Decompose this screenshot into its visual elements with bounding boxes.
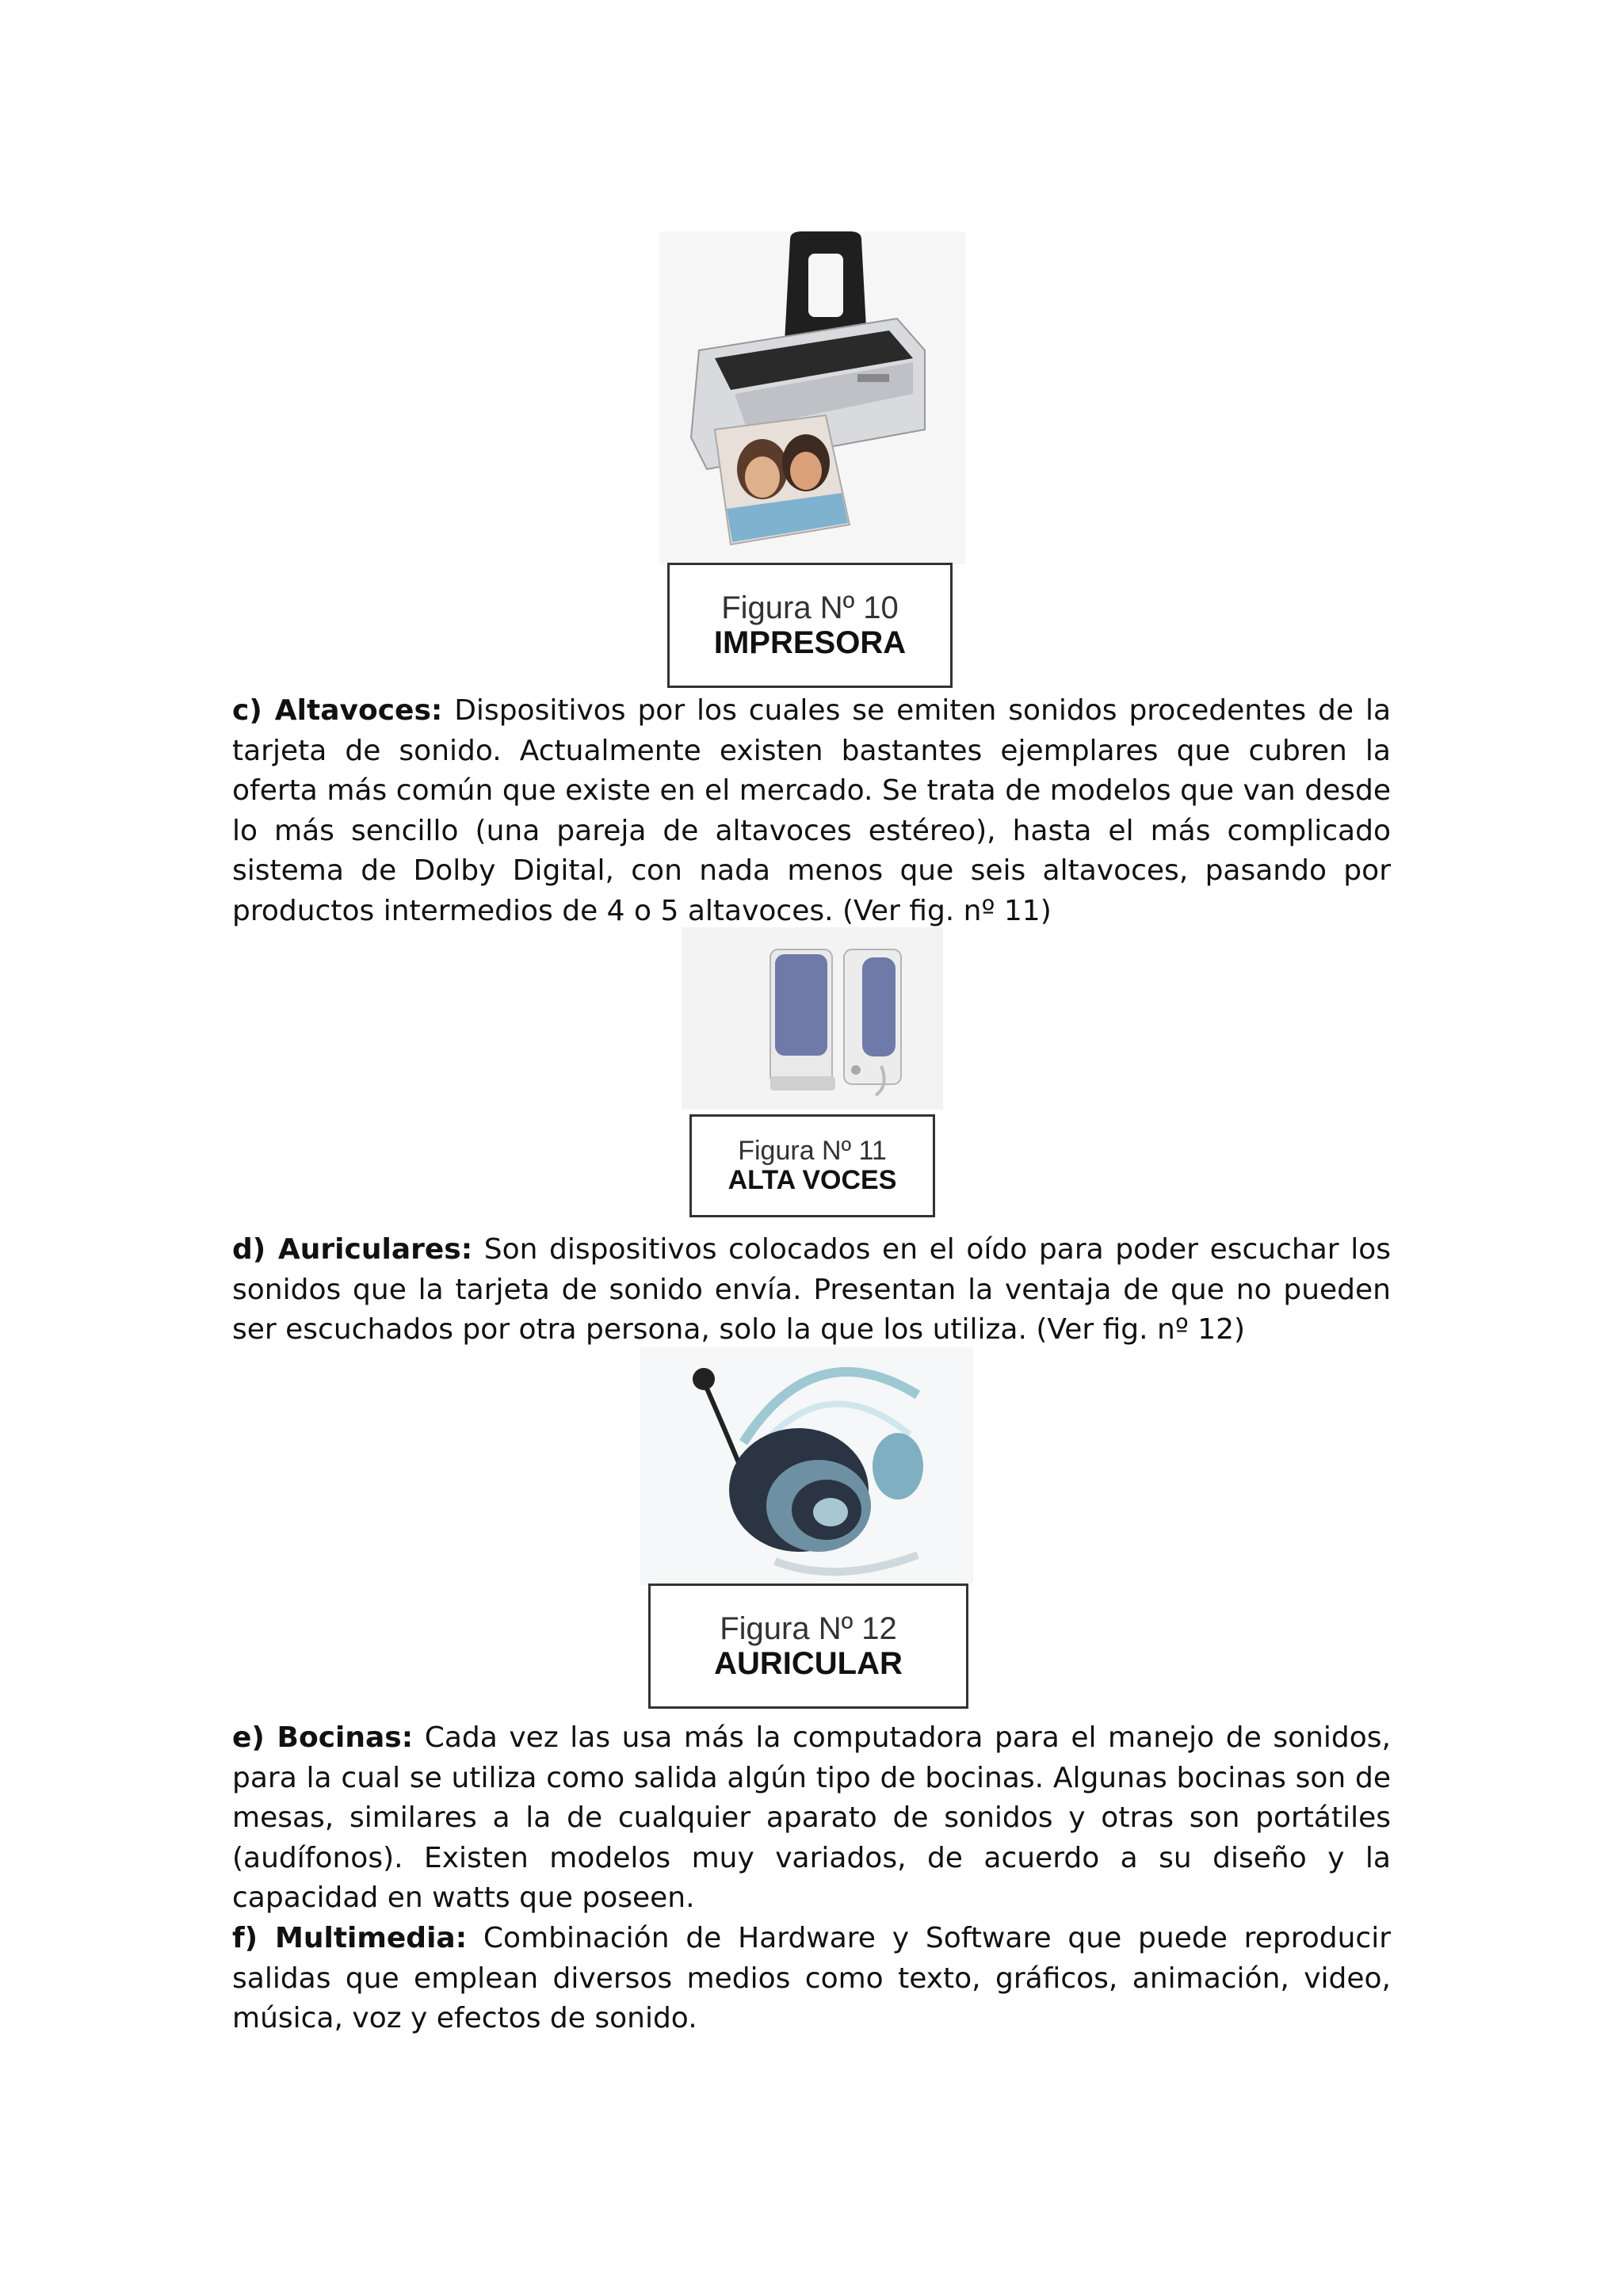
section-label: e) Bocinas: [232, 1721, 414, 1754]
figure-12 [640, 1347, 973, 1712]
paragraph-bocinas [232, 1718, 1391, 1919]
section-text: Combinación de Hardware y Software que puede reproducir salidas que emplean diversos medios como texto, gráficos, animación, video, música, voz y efectos de sonido. [232, 1922, 1391, 2034]
paragraph-altavoces [232, 691, 1391, 931]
figure-number: Figura Nº 11 [738, 1135, 887, 1166]
section-text: Son dispositivos colocados en el oído para poder escuchar los sonidos que la tarjeta de sonido envía. Presentan la ventaja de que no pueden ser escuchados por otra persona, solo la que los utiliza. (Ver fig. nº 12) [232, 1233, 1391, 1346]
figure-number: Figura Nº 12 [720, 1611, 897, 1646]
section-text: Dispositivos por los cuales se emiten sonidos procedentes de la tarjeta de sonido. Actualmente existen bastantes ejemplares que cubren la oferta más común que existe en el mercado. Se trata de modelos que van desde lo más sencillo (una pareja de altavoces estéreo), hasta el más complicado sistema de Dolby Digital, con nada menos que seis altavoces, pasando por productos intermedios de 4 o 5 altavoces. (Ver fig. nº 11) [232, 694, 1392, 927]
figure-10 [659, 231, 965, 688]
figure-title: AURICULAR [714, 1646, 903, 1681]
figure-12-caption [648, 1584, 968, 1709]
printer-image [659, 231, 965, 564]
section-text: Cada vez las usa más la computadora para el manejo de sonidos, para la cual se utiliza como salida algún tipo de bocinas. Algunas bocinas son de mesas, similares a la de cualquier aparato de sonidos y otras son portátiles (audífonos). Existen modelos muy variados, de acuerdo a su diseño y la capacidad en watts que poseen. [232, 1721, 1391, 1914]
figure-title: IMPRESORA [713, 625, 907, 660]
figure-number: Figura Nº 10 [721, 590, 899, 625]
section-label: d) Auriculares: [232, 1233, 473, 1266]
headphones-image [640, 1347, 973, 1585]
figure-11 [682, 927, 943, 1221]
section-label: c) Altavoces: [232, 694, 443, 727]
section-label: f) Multimedia: [232, 1922, 468, 1954]
speakers-image [682, 927, 943, 1110]
figure-11-caption [689, 1114, 935, 1217]
figure-10-caption [667, 563, 953, 688]
figure-title: ALTA VOCES [727, 1165, 897, 1195]
paragraph-auriculares [232, 1230, 1391, 1350]
paragraph-multimedia [232, 1919, 1391, 2039]
